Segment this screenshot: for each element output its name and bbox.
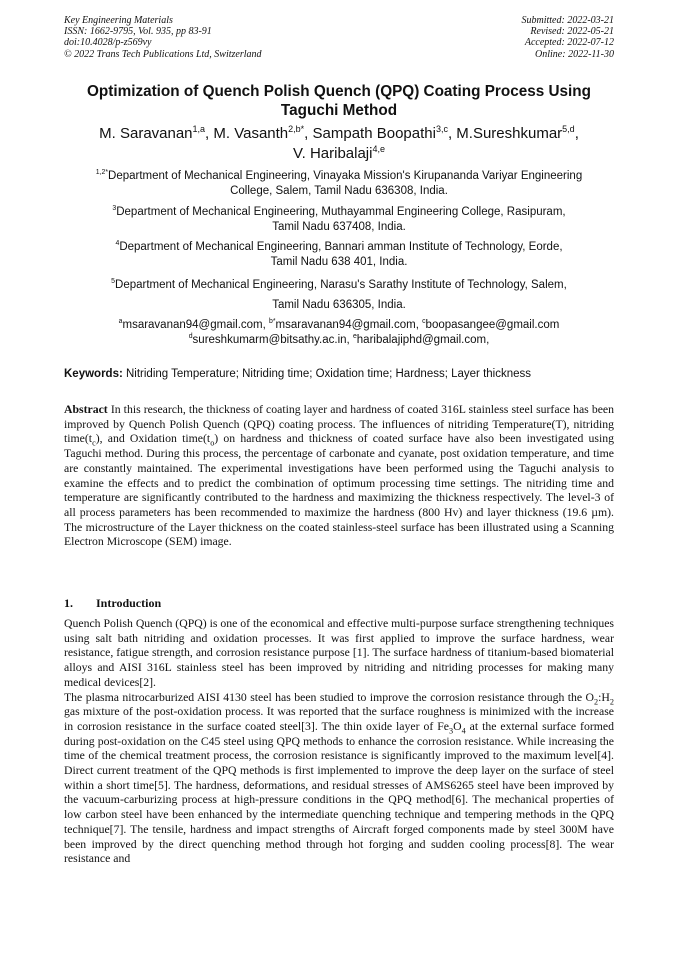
author-name: V. Haribalaji <box>292 145 373 162</box>
affiliation <box>64 275 614 315</box>
keywords-label: Keywords: <box>64 368 123 380</box>
introduction-body <box>64 617 614 867</box>
keywords <box>64 367 614 381</box>
author-sup: 4,e <box>372 144 385 154</box>
affiliation-line: Tamil Nadu 636305, India. <box>272 299 406 311</box>
email-link[interactable]: msaravanan94@gmail.com, <box>122 319 270 331</box>
affiliation <box>64 169 614 198</box>
intro-text: at the external surface formed during post-oxidation on the C45 steel using QPQ methods to enhance the corrosion resistance. While increasing the time of the chemical treatment process, the corrosion resistance is significantly improved to the maximum level[4]. Direct current treatment of the QPQ methods is first implemented to improve the deep layer on the surface of steel within a short time[5]. The hardness, deformations, and residual stresses of AMS6265 steel have been improved by the vacuum-carburizing process at high-pressure conditions in the QPQ method[6]. The mechanical properties of low carbon steel have been enhanced by the intermediate quenching technique and tempering methods in the QPQ technique[7]. The tensile, hardness and impact strengths of Aircraft forged components made by steel 300M have been improved by the direct quenching method through hot forging and sudden cooling process[8]. The wear resistance and <box>64 719 614 866</box>
affiliation <box>64 240 614 269</box>
section-title: Introduction <box>96 596 162 610</box>
affiliation-line: Tamil Nadu 637408, India. <box>272 220 406 233</box>
journal-doi: doi:10.4028/p-z569vy <box>64 37 152 49</box>
author-emails <box>64 318 614 347</box>
intro-text: The plasma nitrocarburized AISI 4130 steel has been studied to improve the corrosion resistance through the O <box>64 690 595 704</box>
paper-title <box>64 82 614 120</box>
affiliation-line: Department of Mechanical Engineering, Vinayaka Mission's Kirupananda Variyar Engineering <box>108 170 583 182</box>
email-link[interactable]: boopasangee@gmail.com <box>425 319 560 331</box>
author-name: M. Vasanth <box>213 125 289 142</box>
intro-sub: 2 <box>594 696 599 706</box>
abstract-sub: o <box>210 438 215 448</box>
email-sup: e <box>352 332 357 340</box>
submission-dates <box>522 15 615 60</box>
author-sup: 5,d <box>562 124 575 134</box>
author-list <box>64 124 614 164</box>
affiliation-line: Department of Mechanical Engineering, Muthayammal Engineering College, Rasipuram, <box>116 206 566 218</box>
email-sup: c <box>422 318 426 326</box>
author-sep: , <box>205 125 214 142</box>
abstract-sub: c <box>92 438 96 448</box>
author-name: Sampath Boopathi <box>312 125 436 142</box>
author-sep: , <box>304 125 313 142</box>
author-sep: , <box>574 125 579 142</box>
affiliation-sup: 3 <box>112 205 117 213</box>
abstract-text: In this research, the thickness of coating layer and hardness of coated 316L stainless steel surface has been improved by Quench Polish Quench (QPQ) coating process. The influences of nitriding Temperature(T), nitriding time(t <box>64 403 614 446</box>
date-accepted: Accepted: 2022-07-12 <box>524 37 614 49</box>
author-name: M. Saravanan <box>99 125 193 142</box>
author-name: M.Sureshkumar <box>456 125 563 142</box>
intro-sub: 4 <box>461 726 466 736</box>
journal-copyright: © 2022 Trans Tech Publications Ltd, Switzerland <box>64 48 262 60</box>
intro-sub: 2 <box>609 696 614 706</box>
date-online: Online: 2022-11-30 <box>535 48 614 60</box>
author-sup: 1,a <box>192 124 206 134</box>
abstract-text: ) on hardness and thickness of coated surface have also been investigated using Taguchi method. During this process, the percentage of carbonate and cyanate, post oxidation temperature, and time are constantly maintained. The experimental investigations have been performed using the Taguchi analysis to examine the effects and to predict the combination of optimum processing time settings. The nitriding time and temperature are significantly contributed to the hardness and maximizing the thickness respectively. The level-3 of all process parameters has been recommended to maximize the hardness (800 Hv) and layer thickness (19.6 µm). The microstructure of the Layer thickness on the coated stainless-steel surface has been illustrated using a Scanning Electron Microscope (SEM) image. <box>64 432 614 549</box>
abstract-text: ), and Oxidation time(t <box>95 432 211 446</box>
affiliation-sup: 5 <box>111 278 116 286</box>
section-heading-introduction <box>64 596 161 611</box>
affiliation-sup: 1,2* <box>95 169 109 177</box>
journal-name: Key Engineering Materials <box>64 15 173 26</box>
journal-info <box>64 15 262 60</box>
journal-issn: ISSN: 1662-9795, Vol. 935, pp 83-91 <box>64 26 212 38</box>
intro-text: O <box>453 719 462 733</box>
intro-sub: 3 <box>448 726 454 736</box>
author-sep: , <box>447 125 457 142</box>
email-sup: b* <box>269 318 276 326</box>
author-sup: 2,b* <box>288 124 305 134</box>
title-line-1: Optimization of Quench Polish Quench (QPQ) Coating Process Using <box>87 83 591 100</box>
keywords-list: Nitriding Temperature; Nitriding time; Oxidation time; Hardness; Layer thickness <box>122 368 532 380</box>
intro-text: :H <box>598 690 610 704</box>
affiliation-line: Department of Mechanical Engineering, Narasu's Sarathy Institute of Technology, Salem, <box>115 279 567 291</box>
affiliation-sup: 4 <box>115 240 120 248</box>
intro-paragraph-2 <box>64 691 614 867</box>
affiliation <box>64 205 614 234</box>
email-link[interactable]: sureshkumarm@bitsathy.ac.in, <box>192 333 353 346</box>
abstract <box>64 403 614 550</box>
title-line-2: Taguchi Method <box>280 102 398 119</box>
author-sup: 3,c <box>435 124 448 134</box>
section-number: 1. <box>64 596 73 610</box>
date-submitted: Submitted: 2022-03-21 <box>521 15 614 26</box>
intro-paragraph-1: Quench Polish Quench (QPQ) is one of the economical and effective multi-purpose surface strengthening techniques using salt bath nitriding and oxidation processes. It was first applied to improve the surface hardness, wear resistance, fatigue strength, and corrosion resistance purpose [1]. The surface hardness of titanium-based biomaterial alloys and AISI 316L stainless steel has been improved by nitriding and nitriding processes for making many medical devices[2]. <box>64 617 614 689</box>
affiliation-line: Tamil Nadu 638 401, India. <box>270 255 408 268</box>
email-sup: a <box>118 318 123 326</box>
email-link[interactable]: msaravanan94@gmail.com, <box>275 319 423 331</box>
affiliation-line: College, Salem, Tamil Nadu 636308, India. <box>230 184 448 197</box>
email-link[interactable]: haribalajiphd@gmail.com, <box>356 333 490 346</box>
date-revised: Revised: 2022-05-21 <box>530 26 614 38</box>
intro-text: gas mixture of the post-oxidation process. It was reported that the surface roughness is minimized with the increase in corrosion resistance in the surface coated steel[3]. The thin oxide layer of Fe <box>64 705 614 733</box>
abstract-label: Abstract <box>64 403 108 416</box>
affiliation-line: Department of Mechanical Engineering, Bannari amman Institute of Technology, Eorde, <box>119 241 563 253</box>
email-sup: d <box>188 332 193 340</box>
